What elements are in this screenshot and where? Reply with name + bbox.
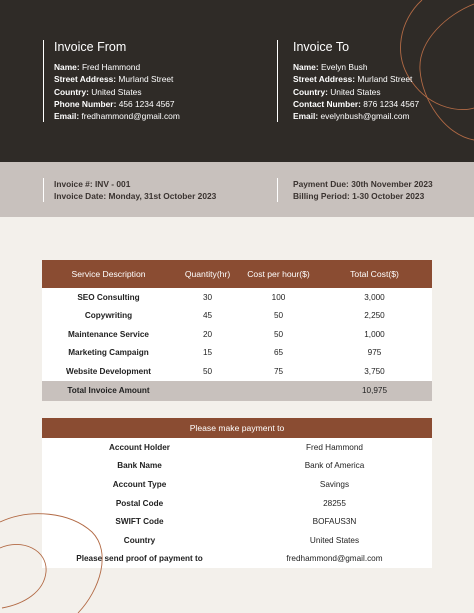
invoice-date: Invoice Date: Monday, 31st October 2023 [54, 191, 217, 202]
invoice-number: Invoice #: INV - 001 [54, 179, 131, 189]
total-empty-2 [240, 381, 317, 401]
invoice-from-block [43, 40, 243, 122]
table-row [42, 325, 432, 344]
payment-label: Please send proof of payment to [42, 550, 237, 569]
service-total: 1,000 [317, 325, 432, 344]
services-table [42, 260, 432, 401]
payment-header-row [42, 418, 432, 438]
total-empty-1 [175, 381, 240, 401]
from-phone: Phone Number: 456 1234 4567 [54, 98, 175, 109]
service-name: Marketing Campaign [42, 344, 175, 363]
header-service-description: Service Description [71, 269, 146, 279]
total-row [42, 381, 432, 401]
payment-label: Account Holder [42, 438, 237, 457]
payment-value: BOFAUS3N [237, 512, 432, 531]
service-name: SEO Consulting [42, 288, 175, 307]
services-header-row [42, 260, 432, 288]
to-street: Street Address: Murland Street [293, 74, 413, 85]
service-total: 2,250 [317, 307, 432, 326]
to-contact: Contact Number: 876 1234 4567 [293, 98, 420, 109]
service-rate: 65 [240, 344, 317, 363]
service-total: 3,000 [317, 288, 432, 307]
payment-due: Payment Due: 30th November 2023 [293, 179, 433, 189]
from-name: Name: Fred Hammond [54, 62, 141, 72]
from-email: Email: fredhammond@gmail.com [54, 111, 180, 122]
from-country: Country: United States [54, 86, 142, 97]
service-name: Copywriting [42, 307, 175, 326]
to-name: Name: Evelyn Bush [293, 62, 368, 72]
service-total: 975 [317, 344, 432, 363]
to-email: Email: evelynbush@gmail.com [293, 111, 410, 122]
header-quantity: Quantity(hr) [184, 269, 231, 279]
payment-due-period [277, 178, 433, 202]
invoice-meta-band [0, 162, 474, 217]
service-rate: 75 [240, 362, 317, 381]
payment-value: fredhammond@gmail.com [237, 550, 432, 569]
service-rate: 50 [240, 325, 317, 344]
invoice-number-date [43, 178, 216, 202]
payment-row [42, 475, 432, 494]
payment-label: Postal Code [42, 494, 237, 513]
service-rate: 50 [240, 307, 317, 326]
from-street: Street Address: Murland Street [54, 74, 174, 85]
table-row [42, 307, 432, 326]
payment-value: 28255 [237, 494, 432, 513]
service-rate: 100 [240, 288, 317, 307]
table-row [42, 288, 432, 307]
service-total: 3,750 [317, 362, 432, 381]
invoice-header [0, 0, 474, 162]
service-name: Maintenance Service [42, 325, 175, 344]
payment-label: Bank Name [42, 457, 237, 476]
payment-title: Please make payment to [42, 418, 432, 438]
invoice-from-title: Invoice From [54, 40, 127, 54]
payment-value: Savings [237, 475, 432, 494]
payment-label: Country [42, 531, 237, 550]
service-quantity: 45 [175, 307, 240, 326]
service-quantity: 15 [175, 344, 240, 363]
service-quantity: 30 [175, 288, 240, 307]
to-country: Country: United States [293, 86, 381, 97]
payment-row [42, 457, 432, 476]
payment-label: Account Type [42, 475, 237, 494]
header-cost-per-hour: Cost per hour($) [247, 269, 310, 279]
payment-row [42, 438, 432, 457]
header-total-cost: Total Cost($) [350, 269, 399, 279]
service-quantity: 20 [175, 325, 240, 344]
table-row [42, 362, 432, 381]
table-row [42, 344, 432, 363]
invoice-to-block [277, 40, 467, 122]
decorative-curves-bottom [0, 500, 474, 613]
service-quantity: 50 [175, 362, 240, 381]
service-name: Website Development [42, 362, 175, 381]
payment-label: SWIFT Code [42, 512, 237, 531]
billing-period: Billing Period: 1-30 October 2023 [293, 191, 425, 202]
invoice-to-title: Invoice To [293, 40, 350, 54]
payment-value: Fred Hammond [237, 438, 432, 457]
total-label: Total Invoice Amount [42, 381, 175, 401]
payment-value: United States [237, 531, 432, 550]
payment-value: Bank of America [237, 457, 432, 476]
total-amount: 10,975 [317, 381, 432, 401]
